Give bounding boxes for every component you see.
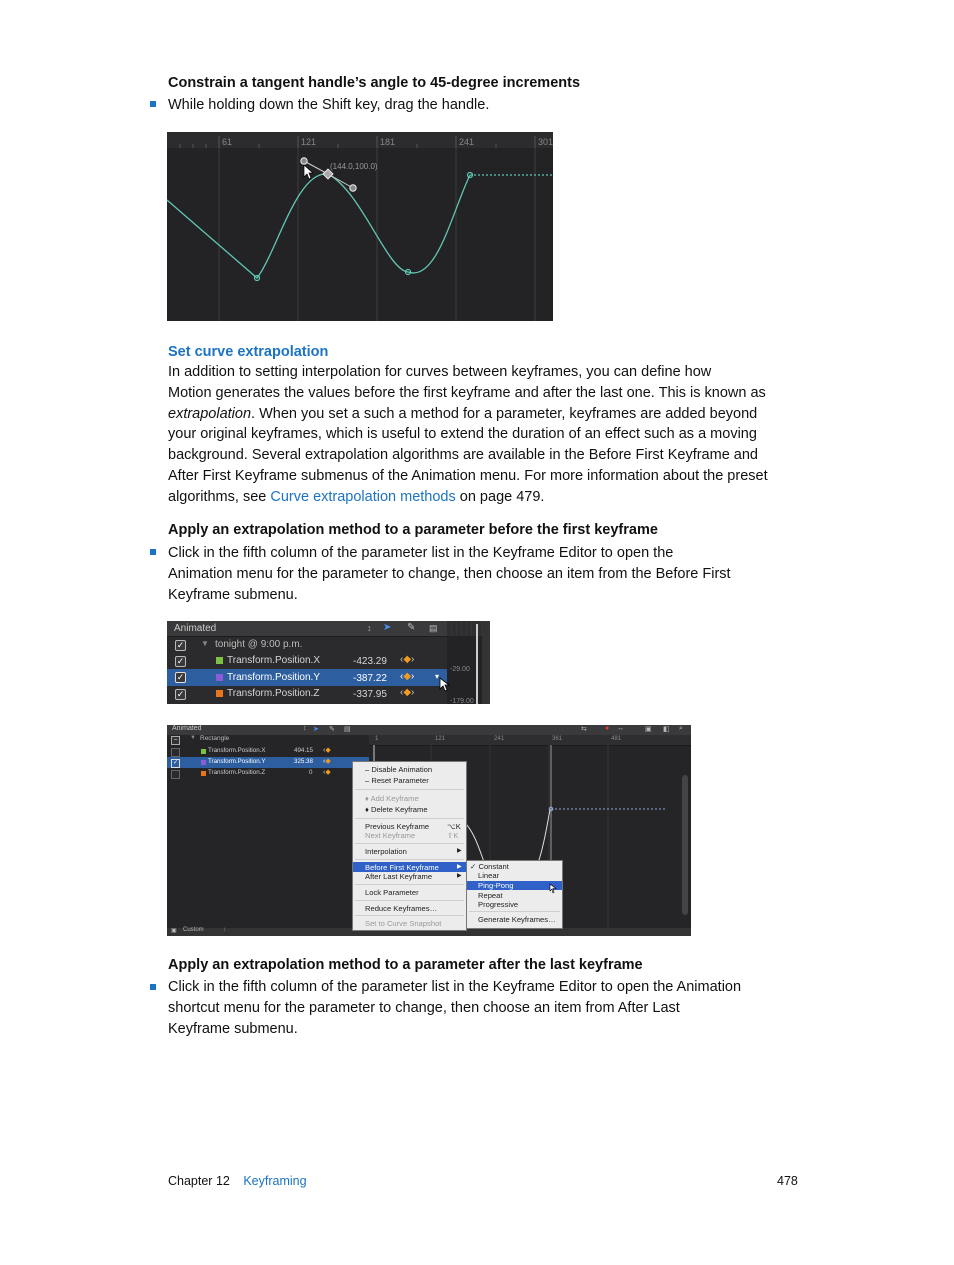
menu-item-interpolation[interactable]: Interpolation (365, 847, 407, 856)
color-swatch (201, 749, 206, 754)
param-row[interactable] (167, 746, 369, 757)
param-row-selected[interactable] (167, 757, 369, 768)
bullet-icon (150, 101, 156, 107)
fit-icon[interactable]: ↔ (617, 725, 624, 732)
graph-value-label: -29.00 (450, 666, 470, 673)
ruler-label: 301 (538, 137, 553, 147)
paragraph-line: Motion generates the values before the first keyframe and after the last one. This is known as (168, 384, 766, 401)
param-value[interactable]: -423.29 (353, 656, 387, 667)
param-checkbox[interactable]: ✓ (176, 656, 185, 666)
menu-item-after-last-keyframe[interactable]: After Last Keyframe (365, 872, 433, 881)
param-name: Transform.Position.Y (208, 758, 266, 765)
bullet-icon (150, 549, 156, 555)
animation-context-menu (352, 761, 467, 931)
pointer-cursor-icon (304, 165, 313, 179)
keyframe-nav-icon[interactable]: ‹◆› (400, 687, 415, 698)
group-name: Rectangle (200, 735, 230, 742)
ruler-label: 241 (459, 137, 475, 147)
menu-item-disable-animation[interactable]: – Disable Animation (365, 765, 433, 774)
menu-item-previous-keyframe[interactable]: Previous Keyframe (365, 822, 430, 831)
disclosure-triangle-icon[interactable]: ▼ (201, 639, 209, 648)
term-extrapolation: extrapolation (168, 405, 252, 422)
handle-coordinate-readout: (144.0,100.0) (330, 162, 378, 171)
curve-extrapolation-link[interactable]: Curve extrapolation methods (270, 488, 456, 505)
paragraph-text: . When you set a such a method for a parameter, keyframes are added beyond (251, 405, 758, 422)
ruler-label: 241 (494, 736, 505, 742)
ruler-label: 121 (301, 137, 317, 147)
param-name: Transform.Position.X (227, 655, 320, 666)
vertical-scrollbar[interactable] (682, 775, 688, 915)
param-row-selected[interactable] (167, 669, 447, 686)
bullet-line: Click in the fifth column of the parameter list in the Keyframe Editor to open the Animation (168, 979, 742, 995)
group-checkbox[interactable]: ✓ (176, 640, 185, 650)
paragraph-line: your original keyframes, which is useful to extend the duration of an effect such as a moving (168, 426, 757, 443)
ruler-label: 1 (375, 736, 379, 742)
group-row[interactable] (167, 637, 447, 653)
mini-graph-area (447, 621, 490, 704)
param-checkbox[interactable] (171, 748, 180, 757)
sort-arrows-icon[interactable]: ↕ (367, 623, 372, 633)
param-name: Transform.Position.Z (208, 769, 266, 776)
bullet-line: Keyframe submenu. (168, 1020, 298, 1037)
scrollbar[interactable] (482, 621, 490, 704)
ruler-label: 181 (380, 137, 396, 147)
before-first-label: Before First Keyframe (365, 863, 439, 872)
param-checkbox[interactable] (171, 770, 180, 779)
color-swatch (216, 657, 223, 664)
before-first-keyframe-submenu (466, 860, 563, 929)
disclosure-triangle-icon[interactable]: ▼ (190, 735, 196, 741)
group-row[interactable] (167, 735, 369, 746)
keyframe-nav-icon[interactable]: ‹◆ (323, 758, 331, 765)
paragraph-line (168, 404, 808, 425)
param-row[interactable] (167, 653, 447, 669)
param-value[interactable]: 325.38 (294, 758, 313, 765)
bullet-text-shift-drag: While holding down the Shift key, drag the handle. (168, 97, 490, 113)
next-keyframe-shortcut: ⇧K (447, 831, 459, 840)
param-checkbox[interactable]: ✓ (176, 672, 185, 682)
keyframe-tool-icon[interactable]: ▤ (429, 623, 438, 633)
param-value[interactable]: -337.95 (353, 689, 387, 700)
bullet-line: shortcut menu for the parameter to change, then choose an item from After Last (168, 999, 680, 1016)
menu-item-lock-parameter[interactable]: Lock Parameter (365, 888, 419, 897)
menu-item-before-first-keyframe[interactable] (353, 862, 466, 872)
submenu-item-ping-pong[interactable] (467, 881, 562, 890)
pointer-cursor-icon (549, 883, 557, 894)
submenu-item-progressive[interactable]: Progressive (478, 900, 519, 909)
submenu-item-constant[interactable]: ✓ Constant (470, 862, 509, 871)
group-checkbox[interactable]: – (171, 736, 180, 745)
keyframe-nav-icon[interactable]: ‹◆› (400, 654, 415, 665)
graph-toolbar (369, 725, 691, 735)
panel-header-title: Animated (174, 623, 217, 634)
color-swatch (201, 760, 206, 765)
color-swatch (201, 771, 206, 776)
color-swatch (216, 674, 223, 681)
pen-tool-icon[interactable]: ✎ (329, 726, 335, 733)
color-swatch (216, 690, 223, 697)
footer-chapter (168, 1174, 307, 1188)
submenu-arrow-icon: ▶ (457, 873, 462, 879)
param-checkbox[interactable]: ✓ (172, 760, 179, 766)
keyframe-nav-icon[interactable]: ‹◆ (323, 769, 331, 776)
paragraph-line: In addition to setting interpolation for curves between keyframes, you can define how (168, 364, 712, 380)
ping-pong-label: Ping-Pong (478, 881, 514, 890)
param-name: Transform.Position.Z (227, 688, 320, 699)
submenu-item-linear[interactable]: Linear (478, 871, 500, 880)
keyframe-nav-icon[interactable]: ‹◆› (400, 671, 415, 682)
curve-graph (167, 132, 553, 321)
zoom-icon[interactable]: ⌕ (679, 725, 683, 732)
clip-icon[interactable]: ◧ (663, 726, 670, 733)
paragraph-text: algorithms, see (168, 488, 271, 505)
param-checkbox[interactable]: ✓ (176, 689, 185, 699)
record-icon[interactable]: ● (605, 725, 610, 732)
section-heading-constrain: Constrain a tangent handle’s angle to 45-degree increments (168, 75, 581, 91)
tangent-handle-left[interactable] (301, 158, 307, 164)
curve-set-popup[interactable]: Custom (183, 927, 204, 933)
param-value[interactable]: 0 (309, 769, 313, 776)
previous-keyframe-shortcut: ⌥K (447, 822, 461, 831)
bullet-text-before-first (168, 543, 788, 605)
section-heading-before-first: Apply an extrapolation method to a parameter before the first keyframe (168, 522, 658, 538)
tangent-handle-right[interactable] (350, 185, 356, 191)
param-name: Transform.Position.Y (227, 672, 320, 683)
snap-icon[interactable]: ⇆ (581, 726, 587, 733)
arrow-tool-icon[interactable]: ➤ (313, 726, 319, 733)
keyframe-tool-icon[interactable]: ▤ (344, 726, 351, 733)
paragraph-line: background. Several extrapolation algorithms are available in the Before First Keyframe and (168, 447, 758, 464)
menu-item-set-curve-snapshot[interactable]: Set to Curve Snapshot (365, 919, 442, 928)
panel-header (167, 621, 447, 637)
bullet-line: Click in the fifth column of the parameter list in the Keyframe Editor to open the (168, 545, 674, 561)
param-row[interactable] (167, 768, 369, 779)
chapter-link[interactable]: Keyframing (243, 1174, 307, 1188)
keyframe-graph-screenshot (167, 132, 553, 321)
camera-icon[interactable]: ▣ (645, 726, 652, 733)
bullet-line: Animation menu for the parameter to change, then choose an item from the Before First (168, 565, 731, 582)
bullet-text-after-last (168, 977, 808, 1039)
param-name: Transform.Position.X (208, 747, 266, 754)
paragraph-line (168, 487, 808, 508)
bullet-icon (150, 984, 156, 990)
submenu-item-generate-keyframes[interactable]: Generate Keyframes… (478, 915, 556, 924)
animation-curve (167, 174, 470, 278)
ruler-label: 361 (552, 736, 563, 742)
submenu-arrow-icon: ▶ (457, 848, 462, 854)
menu-item-reset-parameter[interactable]: – Reset Parameter (365, 776, 429, 785)
extrapolation-paragraph (168, 362, 808, 508)
paragraph-text: on page 479. (455, 488, 545, 505)
keyframe-editor-large (167, 725, 691, 936)
animation-menu-arrow-icon[interactable]: ▾ (435, 672, 440, 681)
ruler-label: 61 (222, 137, 233, 147)
sort-arrows-icon[interactable]: ↕ (303, 725, 307, 732)
animated-panel-small (167, 621, 490, 704)
menu-item-next-keyframe[interactable]: Next Keyframe (365, 831, 416, 840)
section-heading-after-last: Apply an extrapolation method to a parameter after the last keyframe (168, 957, 643, 973)
submenu-arrow-icon: ▶ (457, 864, 462, 870)
bullet-line: Keyframe submenu. (168, 586, 298, 603)
graph-value-label: -179.00 (450, 698, 474, 704)
keyframe-nav-icon[interactable]: ‹◆ (323, 747, 331, 754)
panel-header-title: Animated (172, 725, 202, 732)
arrow-tool-icon[interactable]: ➤ (383, 622, 392, 633)
pointer-cursor-icon (439, 677, 451, 693)
playhead[interactable] (476, 624, 478, 704)
popup-arrows-icon[interactable]: ↕ (223, 927, 226, 933)
param-value[interactable]: 494.15 (294, 747, 313, 754)
page-number: 478 (777, 1174, 798, 1188)
paragraph-line: After First Keyframe submenus of the Animation menu. For more information about the preset (168, 467, 768, 484)
submenu-item-repeat[interactable]: Repeat (478, 891, 503, 900)
group-name: tonight @ 9:00 p.m. (215, 639, 303, 650)
param-row[interactable] (167, 686, 447, 702)
ruler-label: 121 (435, 736, 446, 742)
menu-item-reduce-keyframes[interactable]: Reduce Keyframes… (365, 904, 438, 913)
panel-header (167, 725, 369, 735)
section-heading-extrapolation: Set curve extrapolation (168, 344, 329, 360)
menu-item-delete-keyframe[interactable]: ♦ Delete Keyframe (365, 805, 428, 814)
ruler-label: 481 (611, 736, 622, 742)
chapter-number: Chapter 12 (168, 1174, 230, 1188)
param-value[interactable]: -387.22 (353, 673, 387, 684)
custom-set-icon[interactable]: ▣ (171, 928, 177, 934)
menu-item-add-keyframe[interactable]: ♦ Add Keyframe (365, 794, 419, 803)
pen-tool-icon[interactable]: ✎ (407, 622, 416, 633)
